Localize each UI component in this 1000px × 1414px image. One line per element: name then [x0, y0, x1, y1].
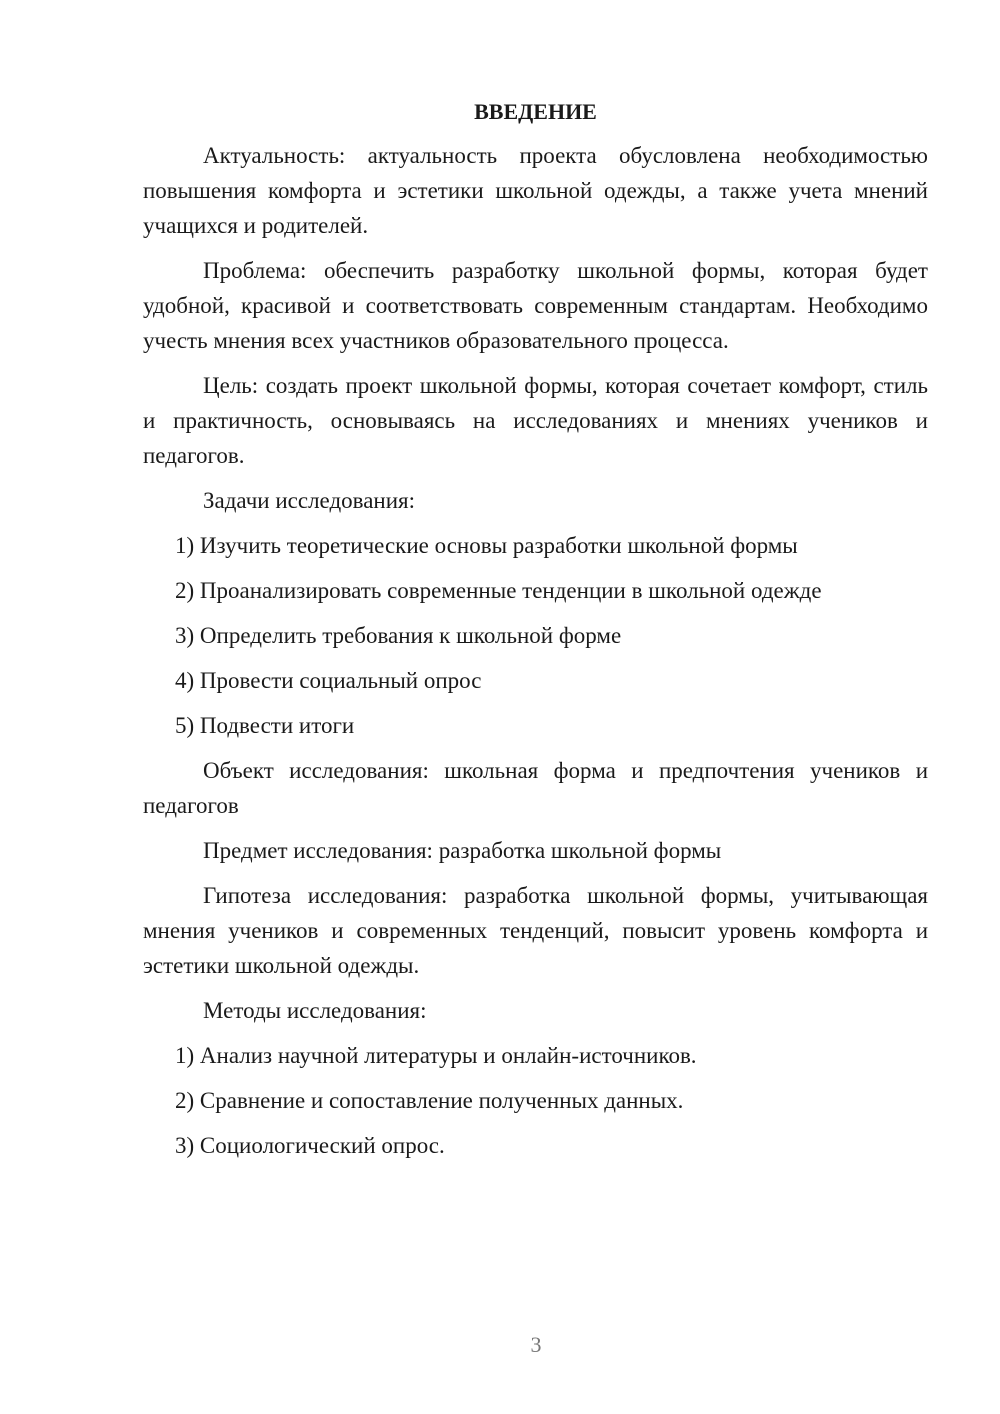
- section-heading: ВВЕДЕНИЕ: [474, 99, 597, 124]
- method-item-2: 2) Сравнение и сопоставление полученных данных.: [175, 1088, 684, 1113]
- subject-paragraph: Предмет исследования: разработка школьной формы: [203, 838, 722, 863]
- method-item-3: 3) Социологический опрос.: [175, 1133, 445, 1158]
- methods-list: [143, 1038, 928, 1163]
- object-paragraph: Объект исследования: школьная форма и предпочтения учеников и педагогов: [143, 758, 928, 818]
- page-number: 3: [530, 1332, 542, 1357]
- task-item-4: 4) Провести социальный опрос: [175, 668, 482, 693]
- task-item-5: 5) Подвести итоги: [175, 713, 355, 738]
- task-item-2: 2) Проанализировать современные тенденции в школьной одежде: [175, 578, 822, 603]
- page-content: [143, 94, 928, 1173]
- task-item-3: 3) Определить требования к школьной форме: [175, 623, 622, 648]
- actuality-paragraph: Актуальность: актуальность проекта обусловлена необходимостью повышения комфорта и эстетики школьной одежды, а также учета мнений учащихся и родителей.: [143, 143, 928, 238]
- hypothesis-paragraph: Гипотеза исследования: разработка школьной формы, учитывающая мнения учеников и современных тенденций, повысит уровень комфорта и эстетики школьной одежды.: [143, 883, 928, 978]
- method-item-1: 1) Анализ научной литературы и онлайн-источников.: [175, 1043, 697, 1068]
- methods-title: Методы исследования:: [203, 998, 427, 1023]
- goal-paragraph: Цель: создать проект школьной формы, которая сочетает комфорт, стиль и практичность, основываясь на исследованиях и мнениях учеников и педагогов.: [143, 373, 928, 468]
- task-item-1: 1) Изучить теоретические основы разработки школьной формы: [175, 533, 798, 558]
- tasks-title: Задачи исследования:: [203, 488, 416, 513]
- problem-paragraph: Проблема: обеспечить разработку школьной формы, которая будет удобной, красивой и соответствовать современным стандартам. Необходимо учесть мнения всех участников образовательного процесса.: [143, 258, 928, 353]
- tasks-list: [143, 528, 928, 743]
